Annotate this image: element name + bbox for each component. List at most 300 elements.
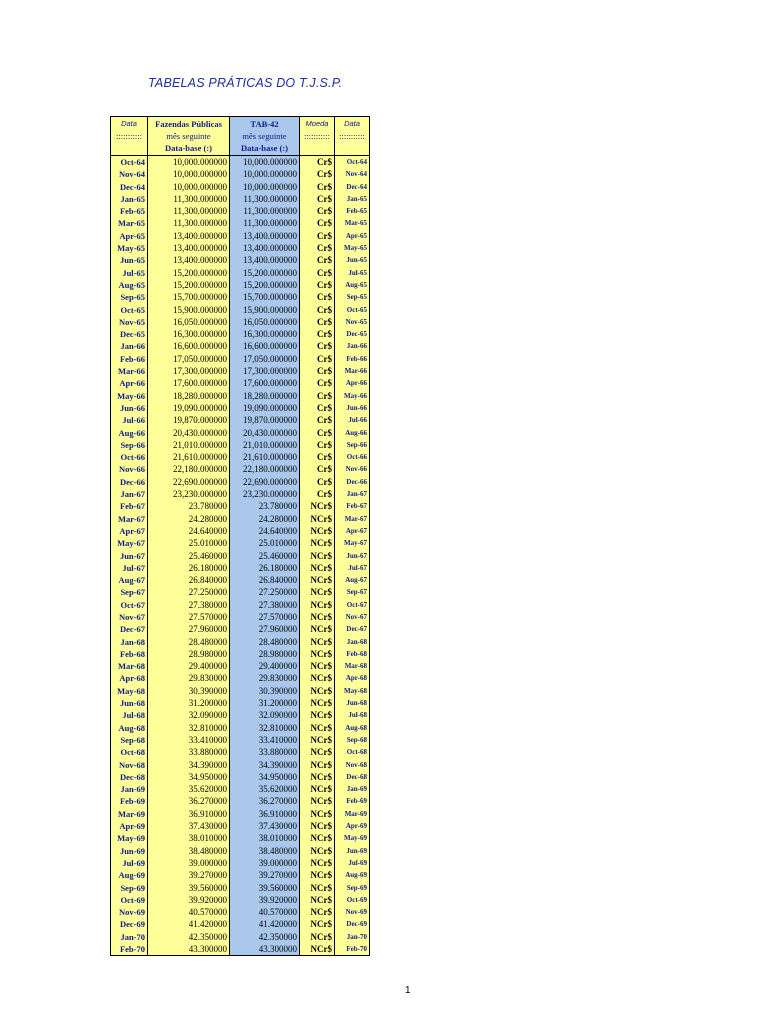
cell-tab42: 22,690.000000 bbox=[229, 476, 300, 488]
cell-date: Dec-68 bbox=[110, 771, 148, 783]
cell-date2: Apr-68 bbox=[334, 672, 370, 684]
table-row bbox=[110, 857, 370, 869]
cell-tab42: 15,900.000000 bbox=[229, 304, 300, 316]
cell-date2: Mar-66 bbox=[334, 365, 370, 377]
cell-date2: Jul-65 bbox=[334, 267, 370, 279]
cell-tab42: 16,050.000000 bbox=[229, 316, 300, 328]
cell-fazendas: 19,090.000000 bbox=[147, 402, 230, 414]
cell-date2: Oct-69 bbox=[334, 894, 370, 906]
cell-date: May-68 bbox=[110, 685, 148, 697]
cell-fazendas: 22,690.000000 bbox=[147, 476, 230, 488]
cell-moeda: Cr$ bbox=[299, 476, 335, 488]
cell-date2: Feb-65 bbox=[334, 205, 370, 217]
cell-date: Oct-64 bbox=[110, 156, 148, 168]
table-row bbox=[110, 943, 370, 955]
cell-tab42: 17,050.000000 bbox=[229, 353, 300, 365]
cell-date: Feb-70 bbox=[110, 943, 148, 955]
cell-moeda: NCr$ bbox=[299, 586, 335, 598]
cell-date2: Dec-68 bbox=[334, 771, 370, 783]
cell-tab42: 23.780000 bbox=[229, 500, 300, 512]
cell-moeda: NCr$ bbox=[299, 845, 335, 857]
table-row bbox=[110, 599, 370, 611]
cell-date: May-66 bbox=[110, 390, 148, 402]
cell-date: Nov-68 bbox=[110, 759, 148, 771]
cell-fazendas: 36.910000 bbox=[147, 808, 230, 820]
cell-moeda: Cr$ bbox=[299, 168, 335, 180]
cell-fazendas: 19,870.000000 bbox=[147, 414, 230, 426]
table-row bbox=[110, 746, 370, 758]
table-row bbox=[110, 488, 370, 500]
rates-table bbox=[110, 116, 370, 956]
cell-moeda: NCr$ bbox=[299, 857, 335, 869]
cell-moeda: NCr$ bbox=[299, 882, 335, 894]
cell-date: Feb-67 bbox=[110, 500, 148, 512]
cell-moeda: NCr$ bbox=[299, 771, 335, 783]
cell-moeda: NCr$ bbox=[299, 672, 335, 684]
table-row bbox=[110, 291, 370, 303]
table-bottom-border bbox=[110, 955, 370, 956]
cell-fazendas: 43.300000 bbox=[147, 943, 230, 955]
cell-date: Dec-69 bbox=[110, 918, 148, 930]
table-row bbox=[110, 513, 370, 525]
cell-date: Dec-65 bbox=[110, 328, 148, 340]
cell-date: Feb-68 bbox=[110, 648, 148, 660]
cell-fazendas: 29.400000 bbox=[147, 660, 230, 672]
cell-date2: May-65 bbox=[334, 242, 370, 254]
cell-tab42: 36.910000 bbox=[229, 808, 300, 820]
cell-date2: Nov-66 bbox=[334, 463, 370, 475]
table-row bbox=[110, 832, 370, 844]
cell-tab42: 40.570000 bbox=[229, 906, 300, 918]
table-row bbox=[110, 771, 370, 783]
cell-moeda: Cr$ bbox=[299, 291, 335, 303]
header-fazendas-sub: mês seguinte bbox=[166, 131, 211, 141]
header-tab42-sub: mês seguinte bbox=[242, 131, 287, 141]
cell-tab42: 36.270000 bbox=[229, 795, 300, 807]
cell-date: Jan-67 bbox=[110, 488, 148, 500]
cell-date2: Oct-65 bbox=[334, 304, 370, 316]
cell-date2: Jul-66 bbox=[334, 414, 370, 426]
cell-tab42: 38.010000 bbox=[229, 832, 300, 844]
cell-date: Dec-66 bbox=[110, 476, 148, 488]
cell-date: May-67 bbox=[110, 537, 148, 549]
cell-date: Mar-69 bbox=[110, 808, 148, 820]
cell-tab42: 39.270000 bbox=[229, 869, 300, 881]
cell-tab42: 43.300000 bbox=[229, 943, 300, 955]
cell-tab42: 15,700.000000 bbox=[229, 291, 300, 303]
cell-fazendas: 15,700.000000 bbox=[147, 291, 230, 303]
cell-date: Oct-65 bbox=[110, 304, 148, 316]
header-fazendas-label: Fazendas Públicas bbox=[155, 119, 222, 129]
cell-date2: Aug-67 bbox=[334, 574, 370, 586]
table-row bbox=[110, 279, 370, 291]
cell-date: Jun-68 bbox=[110, 697, 148, 709]
cell-date2: Jul-67 bbox=[334, 562, 370, 574]
table-row bbox=[110, 353, 370, 365]
cell-tab42: 10,000.000000 bbox=[229, 156, 300, 168]
cell-fazendas: 37.430000 bbox=[147, 820, 230, 832]
header-moeda-label: Moeda bbox=[305, 119, 329, 128]
cell-date: Dec-67 bbox=[110, 623, 148, 635]
cell-date2: Nov-67 bbox=[334, 611, 370, 623]
table-row bbox=[110, 697, 370, 709]
cell-date: Mar-67 bbox=[110, 513, 148, 525]
cell-date: Dec-64 bbox=[110, 181, 148, 193]
cell-fazendas: 10,000.000000 bbox=[147, 156, 230, 168]
cell-tab42: 27.960000 bbox=[229, 623, 300, 635]
cell-date: Aug-68 bbox=[110, 722, 148, 734]
cell-fazendas: 39.270000 bbox=[147, 869, 230, 881]
cell-date: Jul-66 bbox=[110, 414, 148, 426]
cell-date2: Nov-69 bbox=[334, 906, 370, 918]
cell-date: Nov-67 bbox=[110, 611, 148, 623]
cell-fazendas: 16,050.000000 bbox=[147, 316, 230, 328]
cell-date2: May-67 bbox=[334, 537, 370, 549]
cell-fazendas: 26.840000 bbox=[147, 574, 230, 586]
cell-moeda: NCr$ bbox=[299, 746, 335, 758]
cell-date2: Dec-69 bbox=[334, 918, 370, 930]
cell-date: Aug-65 bbox=[110, 279, 148, 291]
cell-tab42: 22,180.000000 bbox=[229, 463, 300, 475]
cell-date2: Dec-64 bbox=[334, 181, 370, 193]
cell-fazendas: 15,200.000000 bbox=[147, 279, 230, 291]
cell-date2: Feb-68 bbox=[334, 648, 370, 660]
table-row bbox=[110, 709, 370, 721]
cell-moeda: Cr$ bbox=[299, 156, 335, 168]
table-row bbox=[110, 181, 370, 193]
header-fazendas-base: Data-base (:) bbox=[165, 143, 212, 153]
table-row bbox=[110, 586, 370, 598]
cell-moeda: NCr$ bbox=[299, 820, 335, 832]
table-row bbox=[110, 193, 370, 205]
cell-date: Aug-66 bbox=[110, 427, 148, 439]
cell-moeda: Cr$ bbox=[299, 340, 335, 352]
cell-date2: Sep-69 bbox=[334, 882, 370, 894]
cell-moeda: NCr$ bbox=[299, 759, 335, 771]
table-row bbox=[110, 328, 370, 340]
cell-moeda: NCr$ bbox=[299, 611, 335, 623]
table-row bbox=[110, 894, 370, 906]
cell-fazendas: 38.480000 bbox=[147, 845, 230, 857]
cell-date2: Jan-70 bbox=[334, 931, 370, 943]
cell-tab42: 13,400.000000 bbox=[229, 242, 300, 254]
table-row bbox=[110, 205, 370, 217]
cell-date2: Jun-69 bbox=[334, 845, 370, 857]
cell-date: Jul-69 bbox=[110, 857, 148, 869]
cell-date: Jan-65 bbox=[110, 193, 148, 205]
cell-date: Feb-65 bbox=[110, 205, 148, 217]
cell-date2: Apr-67 bbox=[334, 525, 370, 537]
cell-date2: Nov-68 bbox=[334, 759, 370, 771]
cell-fazendas: 29.830000 bbox=[147, 672, 230, 684]
cell-moeda: Cr$ bbox=[299, 217, 335, 229]
cell-fazendas: 32.810000 bbox=[147, 722, 230, 734]
cell-date: Oct-67 bbox=[110, 599, 148, 611]
cell-fazendas: 30.390000 bbox=[147, 685, 230, 697]
cell-fazendas: 31.200000 bbox=[147, 697, 230, 709]
cell-fazendas: 16,600.000000 bbox=[147, 340, 230, 352]
cell-tab42: 17,600.000000 bbox=[229, 377, 300, 389]
cell-date2: Sep-66 bbox=[334, 439, 370, 451]
cell-date2: Dec-67 bbox=[334, 623, 370, 635]
header-date-dots: ::::::::::: bbox=[116, 131, 142, 141]
cell-date2: Oct-66 bbox=[334, 451, 370, 463]
cell-fazendas: 17,300.000000 bbox=[147, 365, 230, 377]
cell-tab42: 32.090000 bbox=[229, 709, 300, 721]
table-row bbox=[110, 820, 370, 832]
cell-tab42: 24.280000 bbox=[229, 513, 300, 525]
cell-tab42: 20,430.000000 bbox=[229, 427, 300, 439]
cell-fazendas: 25.010000 bbox=[147, 537, 230, 549]
cell-moeda: NCr$ bbox=[299, 906, 335, 918]
cell-moeda: NCr$ bbox=[299, 808, 335, 820]
cell-tab42: 39.560000 bbox=[229, 882, 300, 894]
cell-fazendas: 17,600.000000 bbox=[147, 377, 230, 389]
cell-date2: Feb-66 bbox=[334, 353, 370, 365]
cell-date2: Aug-68 bbox=[334, 722, 370, 734]
cell-tab42: 19,090.000000 bbox=[229, 402, 300, 414]
table-row bbox=[110, 722, 370, 734]
cell-date2: Jan-69 bbox=[334, 783, 370, 795]
table-row bbox=[110, 402, 370, 414]
table-row bbox=[110, 156, 370, 168]
cell-fazendas: 15,200.000000 bbox=[147, 267, 230, 279]
cell-date: Feb-66 bbox=[110, 353, 148, 365]
table-row bbox=[110, 918, 370, 930]
cell-moeda: Cr$ bbox=[299, 402, 335, 414]
cell-fazendas: 10,000.000000 bbox=[147, 168, 230, 180]
cell-tab42: 29.830000 bbox=[229, 672, 300, 684]
cell-moeda: Cr$ bbox=[299, 205, 335, 217]
cell-date: Nov-69 bbox=[110, 906, 148, 918]
cell-fazendas: 27.250000 bbox=[147, 586, 230, 598]
cell-tab42: 33.410000 bbox=[229, 734, 300, 746]
cell-date: Sep-67 bbox=[110, 586, 148, 598]
cell-tab42: 39.920000 bbox=[229, 894, 300, 906]
header-fazendas bbox=[147, 116, 230, 156]
cell-tab42: 41.420000 bbox=[229, 918, 300, 930]
cell-date: Mar-65 bbox=[110, 217, 148, 229]
cell-tab42: 19,870.000000 bbox=[229, 414, 300, 426]
cell-tab42: 11,300.000000 bbox=[229, 217, 300, 229]
cell-fazendas: 24.640000 bbox=[147, 525, 230, 537]
header-tab42-label: TAB-42 bbox=[250, 119, 279, 129]
cell-date: Jan-70 bbox=[110, 931, 148, 943]
cell-date2: Mar-68 bbox=[334, 660, 370, 672]
cell-date2: Sep-65 bbox=[334, 291, 370, 303]
cell-moeda: Cr$ bbox=[299, 353, 335, 365]
cell-tab42: 21,610.000000 bbox=[229, 451, 300, 463]
header-date bbox=[110, 116, 148, 156]
cell-date: Jun-65 bbox=[110, 254, 148, 266]
cell-tab42: 11,300.000000 bbox=[229, 193, 300, 205]
table-row bbox=[110, 882, 370, 894]
cell-fazendas: 32.090000 bbox=[147, 709, 230, 721]
header-date-label: Data bbox=[121, 119, 137, 128]
table-body bbox=[110, 156, 370, 955]
cell-fazendas: 22,180.000000 bbox=[147, 463, 230, 475]
cell-tab42: 39.000000 bbox=[229, 857, 300, 869]
cell-date2: Mar-69 bbox=[334, 808, 370, 820]
table-row bbox=[110, 463, 370, 475]
cell-moeda: NCr$ bbox=[299, 636, 335, 648]
cell-date: Jun-67 bbox=[110, 550, 148, 562]
cell-date: Apr-66 bbox=[110, 377, 148, 389]
cell-date: Apr-69 bbox=[110, 820, 148, 832]
cell-tab42: 21,010.000000 bbox=[229, 439, 300, 451]
cell-moeda: NCr$ bbox=[299, 574, 335, 586]
cell-date: Jul-65 bbox=[110, 267, 148, 279]
cell-fazendas: 34.390000 bbox=[147, 759, 230, 771]
cell-moeda: Cr$ bbox=[299, 181, 335, 193]
cell-fazendas: 20,430.000000 bbox=[147, 427, 230, 439]
table-row bbox=[110, 451, 370, 463]
cell-tab42: 26.180000 bbox=[229, 562, 300, 574]
cell-moeda: NCr$ bbox=[299, 599, 335, 611]
cell-fazendas: 24.280000 bbox=[147, 513, 230, 525]
cell-date2: Aug-69 bbox=[334, 869, 370, 881]
header-date2 bbox=[334, 116, 370, 156]
cell-date: Jul-67 bbox=[110, 562, 148, 574]
cell-date: Jan-68 bbox=[110, 636, 148, 648]
cell-date2: Mar-65 bbox=[334, 217, 370, 229]
cell-moeda: NCr$ bbox=[299, 734, 335, 746]
table-row bbox=[110, 734, 370, 746]
cell-moeda: Cr$ bbox=[299, 451, 335, 463]
cell-date: Nov-66 bbox=[110, 463, 148, 475]
cell-tab42: 25.010000 bbox=[229, 537, 300, 549]
cell-date2: Sep-67 bbox=[334, 586, 370, 598]
cell-date2: Jan-67 bbox=[334, 488, 370, 500]
cell-fazendas: 41.420000 bbox=[147, 918, 230, 930]
table-row bbox=[110, 316, 370, 328]
table-row bbox=[110, 795, 370, 807]
cell-date2: Oct-64 bbox=[334, 156, 370, 168]
cell-moeda: NCr$ bbox=[299, 943, 335, 955]
cell-tab42: 32.810000 bbox=[229, 722, 300, 734]
cell-date2: Feb-70 bbox=[334, 943, 370, 955]
cell-moeda: Cr$ bbox=[299, 488, 335, 500]
table-row bbox=[110, 217, 370, 229]
cell-date: Sep-65 bbox=[110, 291, 148, 303]
cell-tab42: 11,300.000000 bbox=[229, 205, 300, 217]
cell-moeda: NCr$ bbox=[299, 562, 335, 574]
cell-fazendas: 38.010000 bbox=[147, 832, 230, 844]
cell-date: Jan-69 bbox=[110, 783, 148, 795]
cell-fazendas: 13,400.000000 bbox=[147, 254, 230, 266]
cell-date2: Jan-68 bbox=[334, 636, 370, 648]
cell-date2: Jun-67 bbox=[334, 550, 370, 562]
cell-fazendas: 21,010.000000 bbox=[147, 439, 230, 451]
cell-moeda: NCr$ bbox=[299, 894, 335, 906]
page-title: TABELAS PRÁTICAS DO T.J.S.P. bbox=[148, 76, 343, 90]
cell-tab42: 27.250000 bbox=[229, 586, 300, 598]
header-tab42-base: Data-base (:) bbox=[241, 143, 288, 153]
table-row bbox=[110, 267, 370, 279]
cell-date2: Dec-66 bbox=[334, 476, 370, 488]
cell-date2: Jan-66 bbox=[334, 340, 370, 352]
cell-fazendas: 23,230.000000 bbox=[147, 488, 230, 500]
cell-fazendas: 39.920000 bbox=[147, 894, 230, 906]
cell-fazendas: 13,400.000000 bbox=[147, 230, 230, 242]
table-row bbox=[110, 365, 370, 377]
cell-date2: Jun-68 bbox=[334, 697, 370, 709]
cell-date2: May-69 bbox=[334, 832, 370, 844]
cell-date2: Sep-68 bbox=[334, 734, 370, 746]
table-row bbox=[110, 783, 370, 795]
cell-moeda: Cr$ bbox=[299, 439, 335, 451]
cell-moeda: Cr$ bbox=[299, 242, 335, 254]
table-row bbox=[110, 340, 370, 352]
cell-moeda: NCr$ bbox=[299, 709, 335, 721]
cell-date: May-69 bbox=[110, 832, 148, 844]
cell-tab42: 13,400.000000 bbox=[229, 230, 300, 242]
cell-fazendas: 15,900.000000 bbox=[147, 304, 230, 316]
cell-moeda: Cr$ bbox=[299, 230, 335, 242]
cell-tab42: 31.200000 bbox=[229, 697, 300, 709]
cell-date: Jun-69 bbox=[110, 845, 148, 857]
cell-fazendas: 13,400.000000 bbox=[147, 242, 230, 254]
table-row bbox=[110, 685, 370, 697]
cell-tab42: 16,600.000000 bbox=[229, 340, 300, 352]
cell-moeda: Cr$ bbox=[299, 463, 335, 475]
table-row bbox=[110, 414, 370, 426]
cell-moeda: Cr$ bbox=[299, 365, 335, 377]
cell-tab42: 28.980000 bbox=[229, 648, 300, 660]
header-tab42 bbox=[229, 116, 300, 156]
cell-date2: Aug-65 bbox=[334, 279, 370, 291]
table-row bbox=[110, 439, 370, 451]
cell-fazendas: 34.950000 bbox=[147, 771, 230, 783]
table-row bbox=[110, 390, 370, 402]
cell-date2: Feb-67 bbox=[334, 500, 370, 512]
cell-date: Jul-68 bbox=[110, 709, 148, 721]
cell-date2: Jun-66 bbox=[334, 402, 370, 414]
cell-fazendas: 42.350000 bbox=[147, 931, 230, 943]
cell-tab42: 27.380000 bbox=[229, 599, 300, 611]
cell-tab42: 10,000.000000 bbox=[229, 168, 300, 180]
cell-date: Oct-68 bbox=[110, 746, 148, 758]
table-row bbox=[110, 476, 370, 488]
table-header bbox=[110, 116, 370, 156]
cell-tab42: 24.640000 bbox=[229, 525, 300, 537]
cell-moeda: NCr$ bbox=[299, 869, 335, 881]
cell-fazendas: 28.980000 bbox=[147, 648, 230, 660]
table-row bbox=[110, 562, 370, 574]
cell-fazendas: 11,300.000000 bbox=[147, 217, 230, 229]
cell-moeda: NCr$ bbox=[299, 623, 335, 635]
cell-moeda: NCr$ bbox=[299, 918, 335, 930]
cell-moeda: NCr$ bbox=[299, 697, 335, 709]
cell-tab42: 33.880000 bbox=[229, 746, 300, 758]
header-date2-label: Data bbox=[344, 119, 360, 128]
cell-date: Mar-68 bbox=[110, 660, 148, 672]
cell-fazendas: 33.410000 bbox=[147, 734, 230, 746]
cell-tab42: 18,280.000000 bbox=[229, 390, 300, 402]
cell-date2: Feb-69 bbox=[334, 795, 370, 807]
cell-moeda: Cr$ bbox=[299, 414, 335, 426]
cell-date: Apr-68 bbox=[110, 672, 148, 684]
cell-date2: Oct-67 bbox=[334, 599, 370, 611]
cell-date2: Apr-66 bbox=[334, 377, 370, 389]
cell-tab42: 23,230.000000 bbox=[229, 488, 300, 500]
table-row bbox=[110, 574, 370, 586]
cell-moeda: NCr$ bbox=[299, 722, 335, 734]
cell-date: Nov-64 bbox=[110, 168, 148, 180]
cell-tab42: 10,000.000000 bbox=[229, 181, 300, 193]
cell-moeda: Cr$ bbox=[299, 390, 335, 402]
cell-moeda: Cr$ bbox=[299, 267, 335, 279]
